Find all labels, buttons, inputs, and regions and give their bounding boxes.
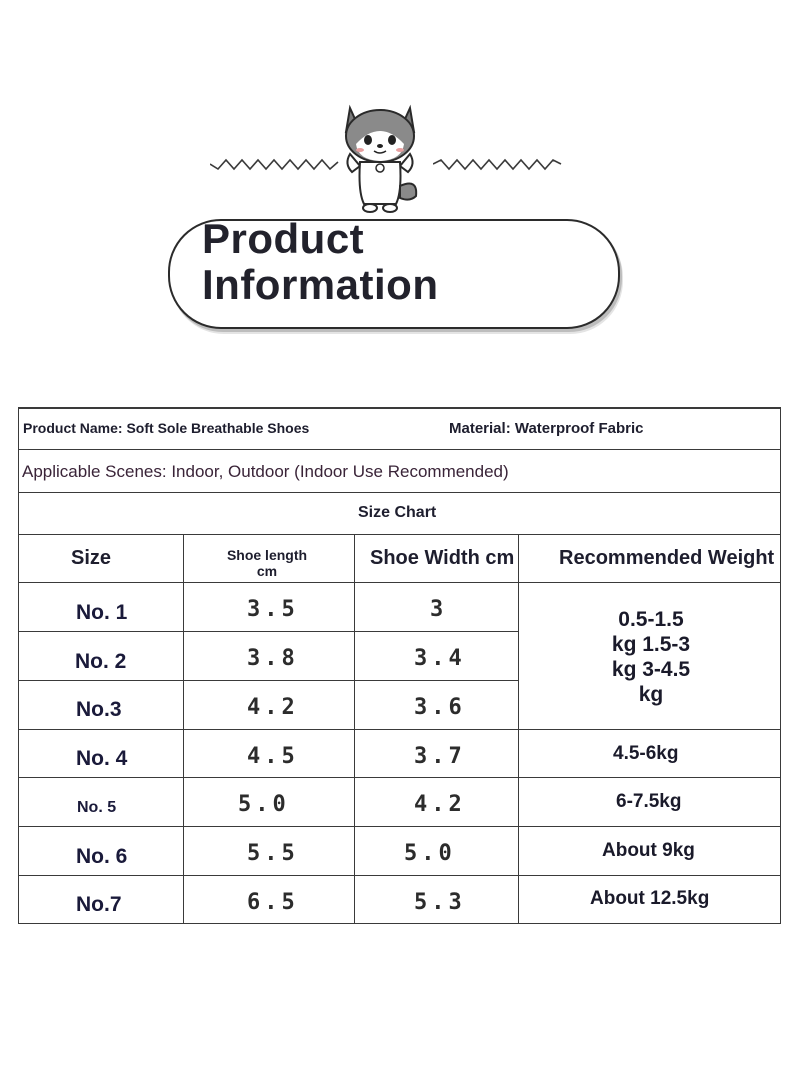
shoe-length-cell: 3.5 (247, 597, 299, 622)
size-cell: No. 1 (76, 601, 128, 624)
size-cell: No.7 (76, 893, 122, 916)
zigzag-decoration-left (210, 156, 340, 172)
header-recommended-weight: Recommended Weight (559, 547, 775, 569)
shoe-length-cell: 3.8 (247, 646, 299, 671)
shoe-width-cell: 4.2 (414, 792, 466, 817)
merged-weight-line: kg 3-4.5 (611, 658, 691, 681)
shoe-width-cell: 3.6 (414, 695, 466, 720)
size-cell: No. 4 (76, 747, 128, 770)
header-shoe-width: Shoe Width cm (370, 547, 515, 569)
shoe-width-cell: 5.3 (414, 890, 466, 915)
header-shoe-length-line2: cm (256, 563, 278, 579)
weight-cell: 4.5-6kg (613, 743, 679, 764)
merged-weight-line: kg (638, 683, 664, 706)
size-cell: No. 2 (75, 650, 127, 673)
material: Material: Waterproof Fabric (449, 420, 644, 437)
size-chart-title: Size Chart (358, 504, 437, 521)
shoe-width-cell: 5.0 (404, 841, 456, 866)
size-cell: No. 5 (77, 799, 117, 816)
shoe-length-cell: 6.5 (247, 890, 299, 915)
product-name: Product Name: Soft Sole Breathable Shoes (23, 420, 310, 436)
shoe-length-cell: 5.0 (238, 792, 290, 817)
shoe-length-cell: 4.5 (247, 744, 299, 769)
shoe-width-cell: 3.7 (414, 744, 466, 769)
weight-cell: About 9kg (602, 840, 695, 861)
size-cell: No.3 (76, 698, 122, 721)
husky-mascot-icon (336, 100, 424, 216)
page-title-line2: Information (202, 261, 439, 308)
applicable-scenes: Applicable Scenes: Indoor, Outdoor (Indoor Use Recommended) (22, 462, 509, 481)
merged-weight-line: kg 1.5-3 (611, 633, 691, 656)
shoe-width-cell: 3.4 (414, 646, 466, 671)
header-shoe-length (214, 547, 320, 579)
merged-weight-cell (591, 607, 711, 707)
weight-cell: About 12.5kg (590, 888, 710, 909)
zigzag-decoration-right (433, 156, 563, 172)
header-size: Size (71, 547, 112, 569)
shoe-length-cell: 5.5 (247, 841, 299, 866)
size-cell: No. 6 (76, 845, 128, 868)
shoe-width-cell: 3 (430, 597, 448, 622)
page-title (202, 216, 438, 308)
shoe-length-cell: 4.2 (247, 695, 299, 720)
page-title-line1: Product (202, 215, 365, 262)
weight-cell: 6-7.5kg (616, 791, 682, 812)
header-shoe-length-line1: Shoe length (226, 547, 308, 563)
merged-weight-line: 0.5-1.5 (618, 608, 684, 631)
